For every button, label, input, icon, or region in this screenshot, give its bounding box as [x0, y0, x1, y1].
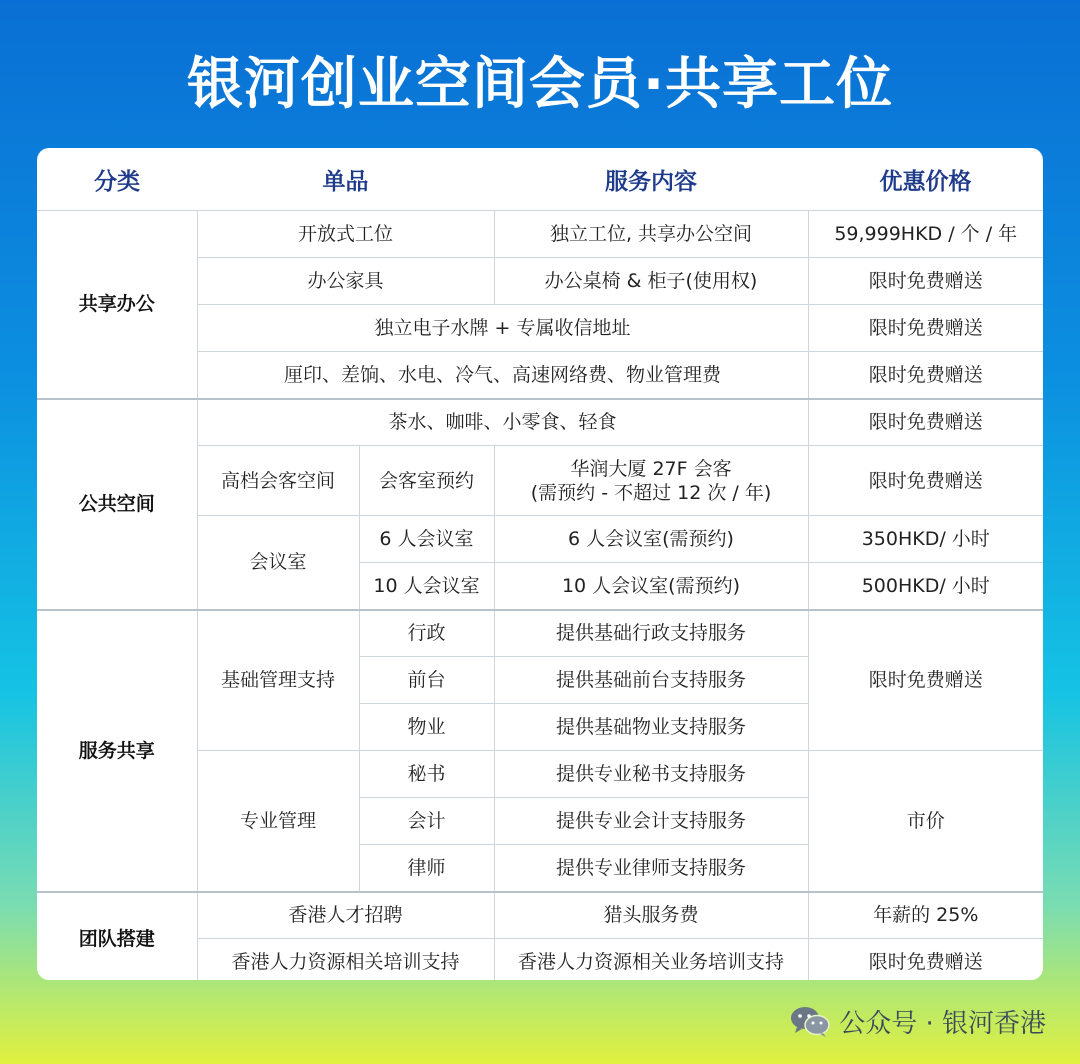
sub-item-cell: 前台	[359, 657, 494, 704]
category-public: 公共空间	[37, 399, 197, 610]
service-cell: 提供专业秘书支持服务	[494, 751, 808, 798]
header-category: 分类	[37, 148, 197, 211]
service-cell: 提供基础行政支持服务	[494, 610, 808, 657]
service-cell: 提供基础物业支持服务	[494, 704, 808, 751]
header-service: 服务内容	[494, 148, 808, 211]
table-row	[37, 399, 1043, 446]
merged-item-cell: 茶水、咖啡、小零食、轻食	[197, 399, 808, 446]
pricing-table	[37, 148, 1043, 980]
sub-item-cell: 6 人会议室	[359, 516, 494, 563]
price-cell: 市价	[808, 751, 1043, 892]
price-cell: 350HKD/ 小时	[808, 516, 1043, 563]
price-cell: 限时免费赠送	[808, 399, 1043, 446]
page-title: 银河创业空间会员·共享工位	[186, 52, 894, 117]
price-cell: 限时免费赠送	[808, 258, 1043, 305]
sub-item-cell: 律师	[359, 845, 494, 892]
service-cell: 提供专业会计支持服务	[494, 798, 808, 845]
item-cell: 会议室	[197, 516, 359, 610]
sub-item-cell: 行政	[359, 610, 494, 657]
price-cell: 59,999HKD / 个 / 年	[808, 211, 1043, 258]
price-cell: 限时免费赠送	[808, 352, 1043, 399]
table-row	[37, 892, 1043, 939]
sub-item-cell: 秘书	[359, 751, 494, 798]
item-cell: 办公家具	[197, 258, 494, 305]
header-price: 优惠价格	[808, 148, 1043, 211]
service-cell: 提供基础前台支持服务	[494, 657, 808, 704]
item-cell: 香港人才招聘	[197, 892, 494, 939]
item-cell: 香港人力资源相关培训支持	[197, 939, 494, 981]
sub-item-cell: 会计	[359, 798, 494, 845]
service-cell: 独立工位, 共享办公空间	[494, 211, 808, 258]
service-cell: 10 人会议室(需预约)	[494, 563, 808, 610]
table-row	[37, 211, 1043, 258]
category-team: 团队搭建	[37, 892, 197, 981]
service-cell: 猎头服务费	[494, 892, 808, 939]
service-cell: 6 人会议室(需预约)	[494, 516, 808, 563]
footer-text: 公众号 · 银河香港	[839, 1008, 1046, 1039]
sub-item-cell: 10 人会议室	[359, 563, 494, 610]
merged-item-cell: 厘印、差饷、水电、冷气、高速网络费、物业管理费	[197, 352, 808, 399]
pricing-table-card	[37, 148, 1043, 980]
item-cell: 专业管理	[197, 751, 359, 892]
category-services: 服务共享	[37, 610, 197, 892]
item-cell: 基础管理支持	[197, 610, 359, 751]
table-header-row	[37, 148, 1043, 211]
price-cell: 限时免费赠送	[808, 610, 1043, 751]
footer-attribution	[789, 1003, 1046, 1039]
sub-item-cell: 会客室预约	[359, 446, 494, 516]
sub-item-cell: 物业	[359, 704, 494, 751]
price-cell: 年薪的 25%	[808, 892, 1043, 939]
header-item: 单品	[197, 148, 494, 211]
price-cell: 500HKD/ 小时	[808, 563, 1043, 610]
price-cell: 限时免费赠送	[808, 446, 1043, 516]
table-row	[37, 610, 1043, 657]
price-cell: 限时免费赠送	[808, 939, 1043, 981]
wechat-icon	[789, 1004, 831, 1038]
merged-item-cell: 独立电子水牌 + 专属收信地址	[197, 305, 808, 352]
item-cell: 高档会客空间	[197, 446, 359, 516]
service-line: (需预约 - 不超过 12 次 / 年)	[530, 481, 772, 504]
service-cell: 香港人力资源相关业务培训支持	[494, 939, 808, 981]
service-cell: 提供专业律师支持服务	[494, 845, 808, 892]
category-office: 共享办公	[37, 211, 197, 399]
service-cell: 办公桌椅 & 柜子(使用权)	[494, 258, 808, 305]
item-cell: 开放式工位	[197, 211, 494, 258]
service-line: 华润大厦 27F 会客	[570, 457, 732, 480]
service-cell	[494, 446, 808, 516]
price-cell: 限时免费赠送	[808, 305, 1043, 352]
